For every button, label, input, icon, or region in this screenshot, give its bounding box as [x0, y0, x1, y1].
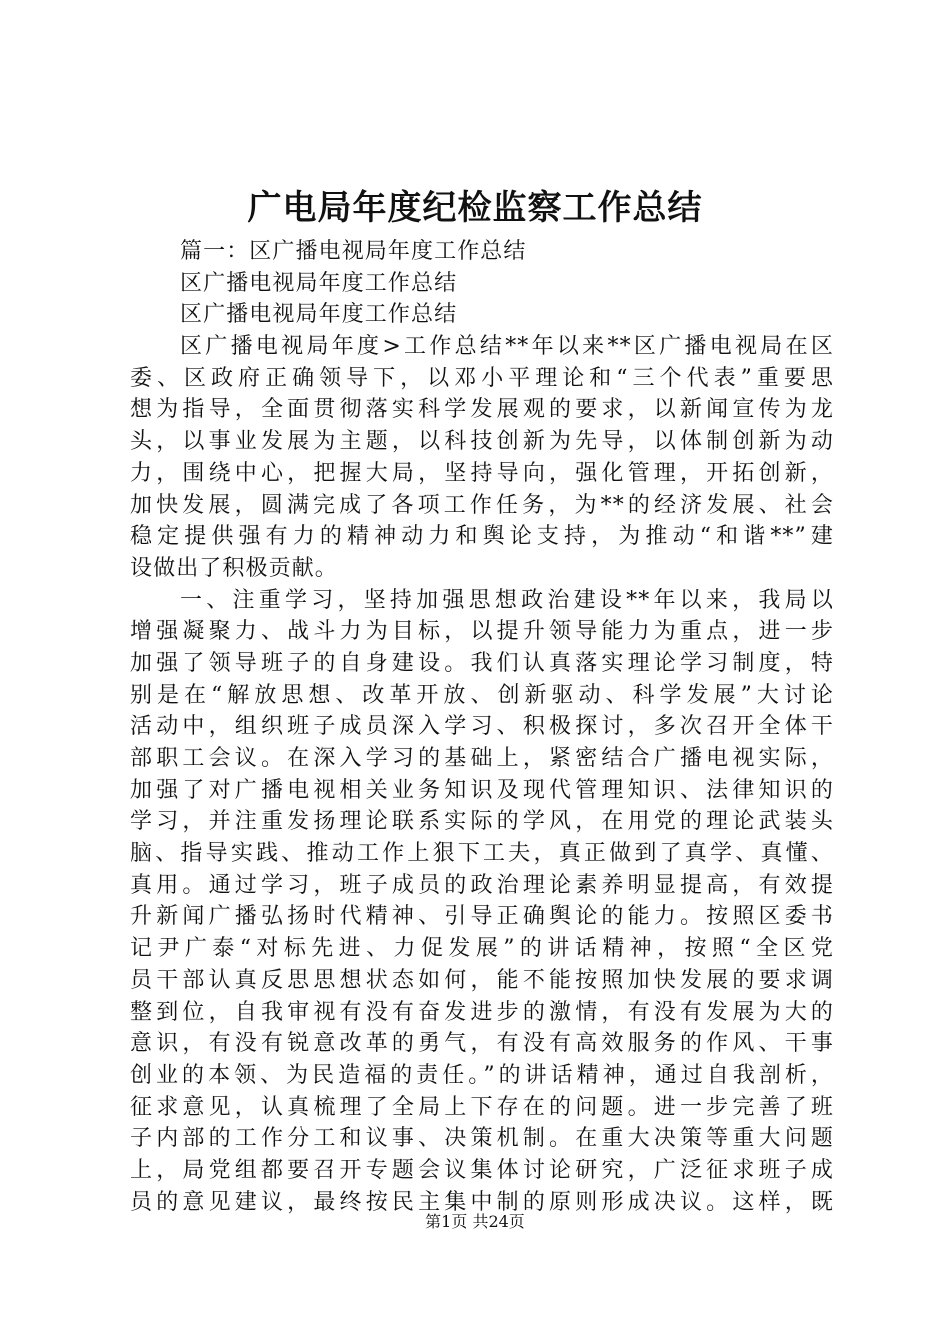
body-line: 委、区政府正确领导下，以邓小平理论和“三个代表”重要思 — [130, 365, 834, 391]
body-line: 员的意见建议，最终按民主集中制的原则形成决议。这样，既 — [130, 1189, 834, 1215]
body-line: 意识，有没有锐意改革的勇气，有没有高效服务的作风、干事 — [130, 1031, 834, 1057]
body-line: 子内部的工作分工和议事、决策机制。在重大决策等重大问题 — [130, 1126, 834, 1152]
body-line: 力，围绕中心，把握大局，坚持导向，强化管理，开拓创新， — [130, 460, 834, 486]
body-line: 创业的本领、为民造福的责任。”的讲话精神，通过自我剖析， — [130, 1062, 834, 1088]
body-line: 稳定提供强有力的精神动力和舆论支持，为推动“和谐**”建 — [130, 524, 834, 550]
body-line: 整到位，自我审视有没有奋发进步的激情，有没有发展为大的 — [130, 999, 834, 1025]
body-line: 学习，并注重发扬理论联系实际的学风，在用党的理论武装头 — [130, 809, 834, 835]
body-line: 一、注重学习，坚持加强思想政治建设**年以来，我局以 — [180, 587, 834, 613]
body-line: 征求意见，认真梳理了全局上下存在的问题。进一步完善了班 — [130, 1094, 834, 1120]
body-line: 区广播电视局年度>工作总结**年以来**区广播电视局在区 — [180, 334, 834, 360]
body-line: 员干部认真反思思想状态如何，能不能按照加快发展的要求调 — [130, 967, 834, 993]
body-line: 脑、指导实践、推动工作上狠下工夫，真正做到了真学、真懂、 — [130, 841, 834, 867]
body-line: 想为指导，全面贯彻落实科学发展观的要求，以新闻宣传为龙 — [130, 397, 834, 423]
body-line: 真用。通过学习，班子成员的政治理论素养明显提高，有效提 — [130, 872, 834, 898]
body-line: 加强了领导班子的自身建设。我们认真落实理论学习制度，特 — [130, 650, 834, 676]
body-line: 区广播电视局年度工作总结 — [180, 302, 458, 328]
body-line: 上，局党组都要召开专题会议集体讨论研究，广泛征求班子成 — [130, 1157, 834, 1183]
page-footer: 第1页 共24页 — [425, 1212, 525, 1231]
document-title: 广电局年度纪检监察工作总结 — [247, 188, 703, 228]
body-line: 头，以事业发展为主题，以科技创新为先导，以体制创新为动 — [130, 429, 834, 455]
body-line: 升新闻广播弘扬时代精神、引导正确舆论的能力。按照区委书 — [130, 904, 834, 930]
body-line: 加强了对广播电视相关业务知识及现代管理知识、法律知识的 — [130, 777, 834, 803]
body-line: 加快发展，圆满完成了各项工作任务，为**的经济发展、社会 — [130, 492, 834, 518]
body-line: 部职工会议。在深入学习的基础上，紧密结合广播电视实际， — [130, 746, 834, 771]
body-line: 设做出了积极贡献。 — [130, 555, 338, 581]
body-line: 区广播电视局年度工作总结 — [180, 270, 458, 296]
body-line: 别是在“解放思想、改革开放、创新驱动、科学发展”大讨论 — [130, 682, 834, 708]
body-line: 增强凝聚力、战斗力为目标，以提升领导能力为重点，进一步 — [130, 619, 834, 645]
body-line: 篇一：区广播电视局年度工作总结 — [180, 239, 527, 264]
body-line: 记尹广泰“对标先进、力促发展”的讲话精神，按照“全区党 — [130, 936, 834, 962]
body-line: 活动中，组织班子成员深入学习、积极探讨，多次召开全体干 — [130, 714, 834, 740]
document-body — [130, 236, 834, 1218]
